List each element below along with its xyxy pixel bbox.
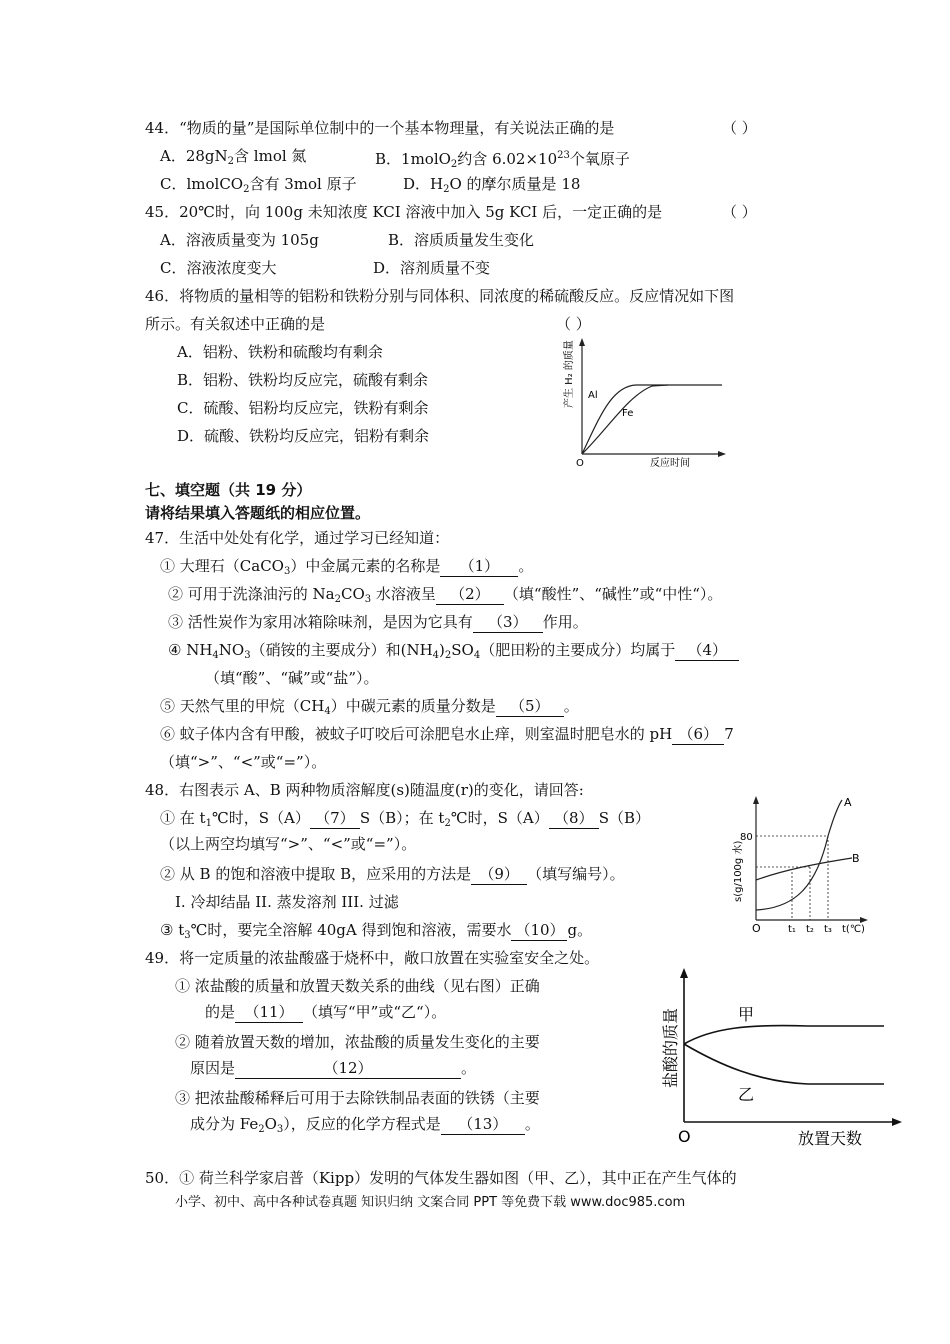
section-instruction: 请将结果填入答题纸的相应位置。 [145, 504, 371, 522]
q49-graph-jia-label: 甲 [738, 1005, 755, 1024]
q48-item-3: ③ $t_3℃$时，要完全溶解 40gA 得到饱和溶液，需要水 （10） g。 [160, 921, 593, 941]
answer-blank-8[interactable]: （8） [549, 808, 599, 829]
q48-graph-a-label: A [844, 796, 852, 809]
q47-item-6: ⑥ 蚊子体内含有甲酸，被蚊子叮咬后可涂肥皂水止痒，则室温时肥皂水的 pH （6） 7 [160, 725, 734, 743]
answer-blank-10[interactable]: （10） [511, 920, 567, 941]
q45-answer-paren: （ ） [722, 203, 757, 221]
answer-blank-13[interactable]: （13） [441, 1114, 525, 1135]
answer-blank-3[interactable]: （3） [473, 612, 543, 633]
q45-stem: 45．20℃时，向 100g 未知浓度 KCI 溶液中加入 5g KCI 后，一定正确的是 [145, 203, 663, 221]
q46-graph-origin: O [576, 458, 584, 469]
answer-blank-4[interactable]: （4） [675, 640, 739, 661]
q46-option-b: B．铝粉、铁粉均反应完，硫酸有剩余 [177, 371, 429, 389]
q49-graph-xlabel: 放置天数 [798, 1129, 863, 1148]
q46-graph-xlabel: 反应时间 [650, 458, 690, 469]
q46-stem-line1: 46．将物质的量相等的铝粉和铁粉分别与同体积、同浓度的稀硫酸反应。反应情况如下图 [145, 287, 735, 305]
q48-graph-ylabel: s(g/100g 水) [733, 840, 744, 902]
q48-item-2-options: I. 冷却结晶 II. 蒸发溶剂 III. 过滤 [175, 893, 399, 911]
answer-blank-1[interactable]: （1） [440, 556, 518, 577]
q46-graph-fe-label: Fe [622, 408, 634, 419]
q47-item-3: ③ 活性炭作为家用冰箱除味剂，是因为它具有 （3） 作用。 [168, 613, 588, 631]
q50-line1: 50．① 荷兰科学家启普（Kipp）发明的气体发生器如图（甲、乙），其中正在产生气体的 [145, 1169, 737, 1187]
q49-item-2-cont: 原因是 （12） 。 [190, 1059, 477, 1077]
q45-option-c: C．溶液浓度变大 [160, 259, 277, 277]
answer-blank-6[interactable]: （6） [672, 724, 724, 745]
q46-stem-line2: 所示。有关叙述中正确的是 [145, 315, 326, 333]
q49-item-3-cont: 成分为 $Fe_2O_3$），反应的化学方程式是 （13） 。 [190, 1115, 540, 1135]
q48-graph-80: 80 [740, 832, 753, 843]
q47-item-6-note: （填“>”、“<”或“=”）。 [160, 753, 327, 771]
q46-graph [560, 336, 730, 471]
answer-blank-9[interactable]: （9） [471, 864, 527, 885]
q46-option-d: D．硫酸、铁粉均反应完，铝粉有剩余 [177, 427, 430, 445]
q45-option-a: A．溶液质量变为 105g [160, 231, 319, 249]
q49-item-1-cont: 的是 （11） （填写“甲”或“乙“）。 [205, 1003, 447, 1021]
q47-item-1: ① 大理石（CaCO$_3$）中金属元素的名称是 （1） 。 [160, 557, 534, 577]
q47-item-2: ② 可用于洗涤油污的 $Na_2CO_3$ 水溶液呈 （2） （填“酸性”、“碱性”或“中性“）。 [168, 585, 723, 605]
q48-graph-t2: t₂ [806, 924, 814, 935]
q49-graph-ylabel: 盐酸的质量 [661, 1007, 680, 1088]
q44-stem: 44．“物质的量”是国际单位制中的一个基本物理量，有关说法正确的是 [145, 119, 615, 137]
q46-graph-al-label: Al [588, 390, 598, 401]
q48-item-1: ① 在 $t_1℃$时，S（A） （7） S（B）；在 $t_2℃$时，S（A） （8） S（B） [160, 809, 651, 829]
q44-answer-paren: （ ） [722, 119, 757, 137]
q49-graph-origin: O [678, 1127, 691, 1146]
q46-graph-ylabel: 产生 H₂ 的质量 [564, 340, 575, 408]
q48-stem: 48．右图表示 A、B 两种物质溶解度(s)随温度(r)的变化，请回答: [145, 781, 584, 799]
answer-blank-5[interactable]: （5） [496, 696, 564, 717]
q48-graph-xlabel: t(℃) [842, 924, 865, 935]
q49-graph-yi-label: 乙 [738, 1085, 755, 1104]
q48-graph-b-label: B [852, 852, 860, 865]
q48-graph-origin: O [752, 922, 761, 935]
q48-graph-t3: t₃ [824, 924, 832, 935]
q48-graph-t1: t₁ [788, 924, 796, 935]
section-title: 七、填空题（共 19 分） [145, 481, 312, 499]
q47-item-4-note: （填“酸”、“碱”或“盐”）。 [205, 669, 379, 687]
answer-blank-7[interactable]: （7） [310, 808, 360, 829]
q49-stem: 49．将一定质量的浓盐酸盛于烧杯中，敞口放置在实验室安全之处。 [145, 949, 600, 967]
q48-item-2: ② 从 B 的饱和溶液中提取 B，应采用的方法是 （9） （填写编号）。 [160, 865, 625, 883]
q47-item-4: ④ $NH_4NO_3$（硝铵的主要成分）和$(NH_4)_2SO_4$（肥田粉的主要成分）均属于 （4） [168, 640, 739, 666]
answer-blank-12[interactable]: （12） [235, 1058, 461, 1079]
q45-option-d: D．溶剂质量不变 [373, 259, 491, 277]
q46-option-c: C．硫酸、铝粉均反应完，铁粉有剩余 [177, 399, 429, 417]
q49-graph [648, 964, 910, 1152]
q44-option-b: B．1molO$_2$约含 $6.02\times 10^{23}$个氧原子 [375, 150, 630, 170]
answer-blank-2[interactable]: （2） [436, 584, 504, 605]
q49-item-2: ② 随着放置天数的增加，浓盐酸的质量发生变化的主要 [175, 1033, 540, 1051]
q49-item-1: ① 浓盐酸的质量和放置天数关系的曲线（见右图）正确 [175, 977, 540, 995]
q46-option-a: A．铝粉、铁粉和硫酸均有剩余 [177, 343, 383, 361]
q49-item-3: ③ 把浓盐酸稀释后可用于去除铁制品表面的铁锈（主要 [175, 1089, 540, 1107]
q45-option-b: B．溶质质量发生变化 [388, 231, 535, 249]
q48-graph [724, 792, 874, 944]
q44-option-a: A．$28gN_2$含 lmol 氮 [160, 147, 307, 167]
q44-option-d: D．$H_2O$ 的摩尔质量是 18 [403, 175, 581, 195]
q44-option-c: C．lmolCO$_2$含有 3mol 原子 [160, 175, 357, 195]
q48-item-1-note: （以上两空均填写“>”、“<”或“=”）。 [160, 835, 417, 853]
answer-blank-11[interactable]: （11） [235, 1002, 303, 1023]
footer-text: 小学、初中、高中各种试卷真题 知识归纳 文案合同 PPT 等免费下载 www.doc985.com [175, 1195, 686, 1210]
q46-answer-paren: （ ） [556, 315, 591, 333]
q47-stem: 47．生活中处处有化学，通过学习已经知道： [145, 529, 450, 547]
q47-item-5: ⑤ 天然气里的甲烷$(CH_4)$中碳元素的质量分数是 （5） 。 [160, 697, 579, 717]
